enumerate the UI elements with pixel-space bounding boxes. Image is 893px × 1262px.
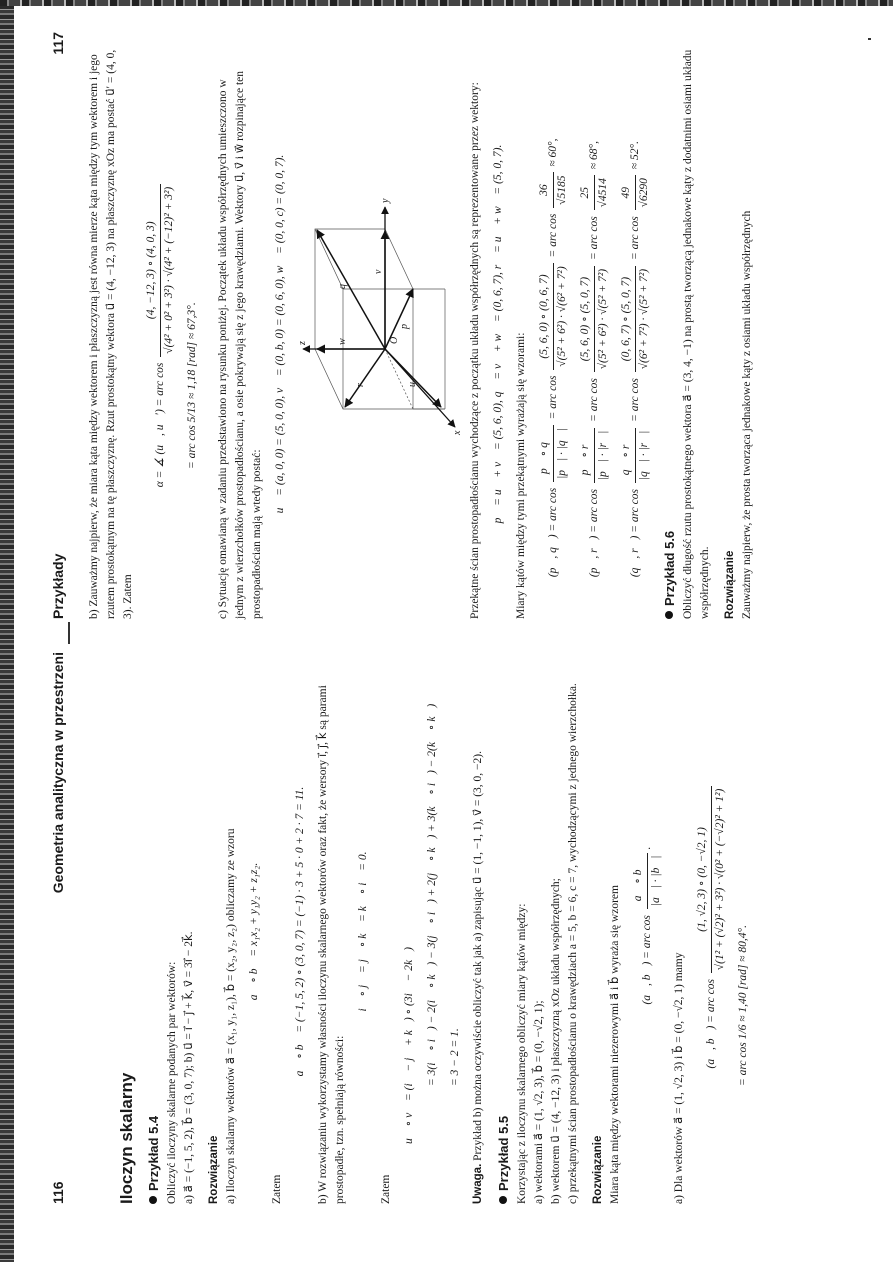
example-items: a) a⃗ = (−1, 5, 2), b⃗ = (3, 0, 7); b) u⃗ = i⃗ − j⃗ + k⃗, v⃗ = 3i⃗ − 2k⃗.: [183, 931, 195, 1204]
solution-text: Przekątne ścian prostopadłościanu wychodzące z początku układu współrzędnych są reprezentowane przez wektory:: [469, 82, 481, 619]
vector-r-label: r: [355, 383, 366, 387]
formula-angle-pr: ∡ (p⃗, r⃗) = arc cos p⃗ ∘ r⃗ |p⃗| · |r⃗| = arc cos (5, 6, 0) ∘ (5, 0, 7) √(5² + 6²) · √(5² + 7²) = arc cos 25 √4514 ≈ 68°,: [579, 141, 609, 589]
solution-text: Miara kąta między wektorami niezerowymi a⃗ i b⃗ wyraża się wzorem: [609, 885, 621, 1204]
page-number: 117: [50, 32, 66, 55]
formula: = arc cos 1/6 ≈ 1,40 [rad] ≈ 80,4°.: [737, 925, 749, 1086]
cuboid-diagram: [295, 169, 465, 499]
formula: u⃗ ∘ v⃗ = (i⃗ − j⃗ + k⃗) ∘ (3i⃗ − 2k⃗): [403, 947, 415, 1144]
example-prompt: Obliczyć iloczyny skalarne podanych par wektorów:: [166, 961, 178, 1204]
origin-label: O: [389, 336, 400, 344]
text: Zatem: [380, 1174, 392, 1204]
running-head: Przykłady: [50, 553, 66, 619]
example-heading: Przykład 5.5: [495, 659, 512, 1204]
formula: a⃗ ∘ b⃗ = (−1, 5, 2) ∘ (3, 0, 7) = (−1) · 3 + 5 · 0 + 2 · 7 = 11.: [294, 786, 306, 1077]
section-title: Iloczyn skalarny: [117, 1072, 136, 1204]
axis-x-label: x: [452, 430, 463, 435]
solution-text: a) Iloczyn skalarny wektorów a⃗ = (x₁, y₁, z₁), b⃗ = (x₂, y₂, z₂) obliczamy ze wzoru: [225, 828, 237, 1204]
vector-p-label: p: [399, 324, 410, 329]
formula-angle-pq: ∡ (p⃗, q⃗) = arc cos p⃗ ∘ q⃗ |p⃗| · |q⃗| = arc cos (5, 6, 0) ∘ (0, 6, 7) √(5² + 6²) · √(6² + 7²) = arc cos 36 √5185 ≈ 60°,: [538, 138, 568, 589]
example-prompt: Korzystając z iloczynu skalarnego obliczyć miary kątów między:: [516, 903, 528, 1204]
vector-u-label: u: [407, 382, 418, 387]
solution-text: Miary kątów między tymi przekątnymi wyrażają się wzorami:: [515, 332, 527, 619]
page-116: [0, 642, 893, 1262]
vector-w-label: w: [337, 338, 348, 345]
vector-v-label: v: [373, 269, 384, 274]
formula-angle-qr: ∡ (q⃗, r⃗) = arc cos q⃗ ∘ r⃗ |q⃗| · |r⃗| = arc cos (0, 6, 7) ∘ (5, 0, 7) √(6² + 7²) · √(5² + 7²) = arc cos 49 √6290 ≈ 52°.: [620, 141, 650, 589]
formula: i⃗ ∘ j⃗ = j⃗ ∘ k⃗ = k⃗ ∘ i⃗ = 0.: [357, 851, 369, 1012]
solution-heading: Rozwiązanie: [208, 1135, 220, 1204]
example-prompt: Obliczyć długość rzutu prostokątnego wektora a⃗ = (3, 4, −1) na prostą tworzącą jednakowe kąty z dodatnimi osiami układu współrzędnych.: [682, 49, 711, 619]
formula: a⃗ ∘ b⃗ = x₁x₂ + y₁y₂ + z₁z₂.: [248, 862, 260, 1001]
solution-text: b) Zauważmy najpierw, że miara kąta między wektorem i płaszczyzną jest równa mierze kąta między tym wektorem i jego rzutem prostokątnym na tę płaszczyznę. Rzut prostokątny wektora u⃗ = (4, −12, 3) na płaszczyznę xOz ma postać u⃗′ = (4, 0, 3). Zatem: [88, 49, 134, 619]
page-117-body: [86, 49, 756, 619]
bullet-icon: [665, 611, 673, 619]
solution-heading: Rozwiązanie: [592, 1135, 604, 1204]
running-head: Geometria analityczna w przestrzeni: [50, 652, 66, 894]
formula: = 3(i⃗ ∘ i⃗) − 2(i⃗ ∘ k⃗) − 3(j⃗ ∘ i⃗) + 2(j⃗ ∘ k⃗) + 3(k⃗ ∘ i⃗) − 2(k⃗ ∘ k⃗): [426, 703, 438, 1086]
formula: ∡ (a⃗, b⃗) = arc cos (1, √2, 3) ∘ (0, −√2, 1) √(1² + (√2)² + 3²) · √(0² + (−√2)² + 1²): [694, 659, 729, 1204]
example-heading: Przykład 5.6: [661, 49, 678, 619]
solution-text: c) Sytuację omawianą w zadaniu przedstawiono na rysunku poniżej. Początek układu współrzędnych umieszczono w jednym z wierzchołków prostopadłościanu, a osie pokrywają się z jego krawędziami. Wektory u⃗, v⃗ i w⃗ rozpinające ten prostopadłościan mają wtedy postać:: [217, 71, 263, 619]
example-heading: Przykład 5.4: [145, 659, 162, 1204]
formula: = arc cos 5/13 ≈ 1,18 [rad] ≈ 67,3°.: [186, 302, 198, 469]
formula: = 3 − 2 = 1.: [449, 1028, 461, 1086]
axis-z-label: z: [297, 341, 308, 345]
bullet-icon: [499, 1196, 507, 1204]
page-number: 116: [50, 1181, 66, 1204]
formula: u⃗ = (a, 0, 0) = (5, 0, 0), v⃗ = (0, b, 0) = (0, 6, 0), w⃗ = (0, 0, c) = (0, 0, 7).: [274, 154, 286, 514]
vector-q-label: q: [337, 284, 348, 289]
bullet-icon: [149, 1196, 157, 1204]
axis-y-label: y: [380, 198, 391, 203]
solution-text: a) Dla wektorów a⃗ = (1, √2, 3) i b⃗ = (0, −√2, 1) mamy: [673, 952, 685, 1204]
solution-text: b) W rozwiązaniu wykorzystamy własności iloczynu skalarnego wektorów oraz fakt, że wersory i⃗, j⃗, k⃗ są parami prostopadłe, tzn. spełniają równości:: [317, 685, 346, 1204]
solution-text: Zauważmy najpierw, że prosta tworząca jednakowe kąty z osiami układu współrzędnych: [741, 210, 753, 619]
formula: p⃗ = u⃗ + v⃗ = (5, 6, 0), q⃗ = v⃗ + w⃗ = (0, 6, 7), r⃗ = u⃗ + w⃗ = (5, 0, 7).: [492, 144, 504, 524]
note: Uwaga. Przykład b) można oczywiście obliczyć tak jak a) zapisując u⃗ = (1, −1, 1), v⃗ = (3, 0, −2).: [472, 751, 484, 1204]
example-item: a) wektorami a⃗ = (1, √2, 3), b⃗ = (0, −√2, 1);: [533, 1000, 545, 1204]
page-116-body: [118, 659, 758, 1204]
example-item: c) przekątnymi ścian prostopadłościanu o krawędziach a = 5, b = 6, c = 7, wychodzącymi z jednego wierzchołka.: [567, 683, 579, 1204]
example-item: b) wektorem u⃗ = (4, −12, 3) i płaszczyzną xOz układu współrzędnych;: [550, 878, 562, 1204]
text: Zatem: [271, 1174, 283, 1204]
solution-heading: Rozwiązanie: [724, 550, 736, 619]
formula: ∡ (a⃗, b⃗) = arc cos a⃗ ∘ b⃗ |a⃗| · |b⃗| .: [632, 846, 662, 1017]
formula: α = ∡ (u⃗, u⃗′) = arc cos (4, −12, 3) ∘ (4, 0, 3) √(4² + 0² + 3²) · √(4² + (−12)² + 3²): [143, 49, 178, 619]
